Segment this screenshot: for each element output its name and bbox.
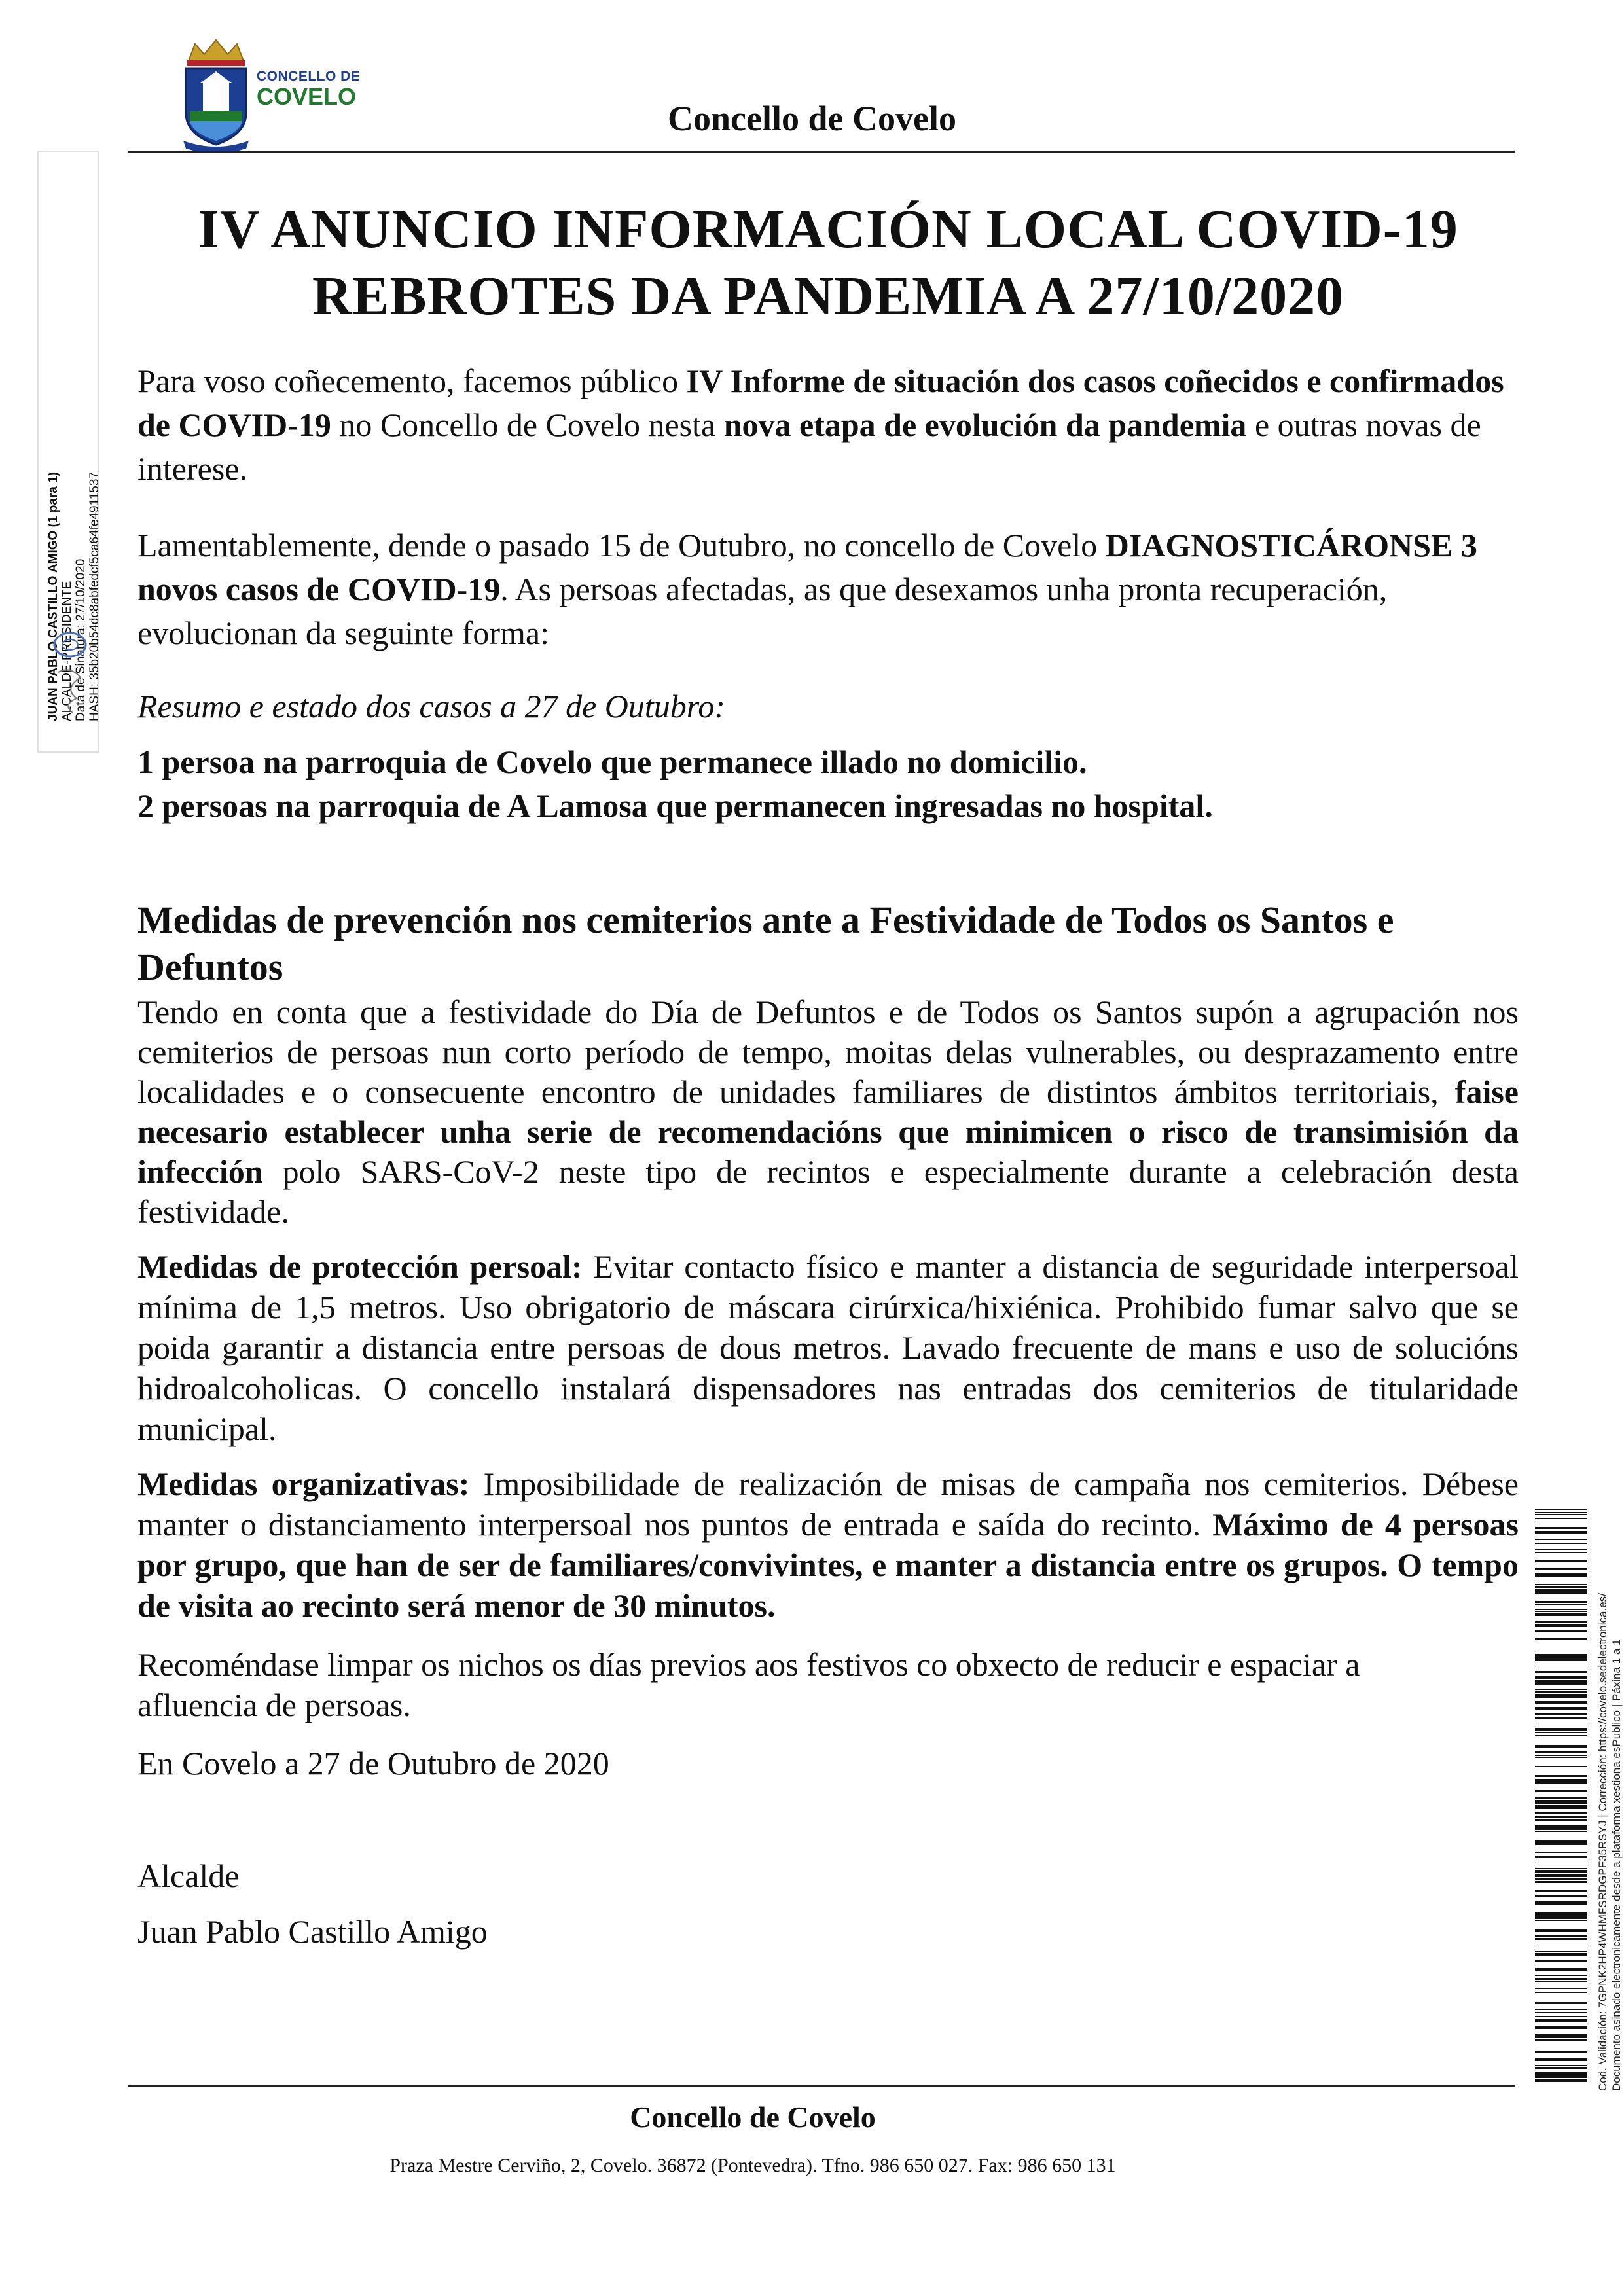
summary-list — [137, 740, 1519, 828]
summary-line-1: 1 persoa na parroquia de Covelo que permanece illado no domicilio. — [137, 744, 1087, 780]
validation-barcode-icon — [1535, 1509, 1587, 2091]
title-line-1: IV ANUNCIO INFORMACIÓN LOCAL COVID-19 — [198, 199, 1458, 260]
section-heading: Medidas de prevención nos cemiterios ante a Festividade de Todos os Santos e Defuntos — [137, 899, 1394, 988]
section-paragraph-2: Medidas de protección persoal: Evitar contacto físico e manter a distancia de seguridade interpersoal mínima de 1,5 metros. Uso obrigatorio de máscara cirúrxica/hixiénica. Prohibido fumar salvo que se poida garantir a distancia entre persoas de dous metros. Lavado frecuente de mans e uso de solucións hidroalcoholicas. O concello instalará dispensadores nas entradas dos cemiterios de titularidade municipal. — [137, 1248, 1519, 1447]
barcode-validation-text — [1596, 1593, 1623, 2091]
logo-text-line1: CONCELLO DE — [257, 69, 361, 84]
signature-role: ALCALDE-PRESIDENTE — [60, 581, 74, 721]
signature-seal-icon — [50, 626, 90, 718]
footer-name: Concello de Covelo — [630, 2100, 876, 2134]
cases-paragraph: Lamentablemente, dende o pasado 15 de Outubro, no concello de Covelo DIAGNOSTICÁRONSE 3 novos casos de COVID-19. As persoas afectadas, as que desexamos unha pronta recuperación, evolucionan da seguinte forma: — [137, 527, 1477, 651]
intro-paragraph: Para voso coñecemento, facemos público IV Informe de situación dos casos coñecidos e confirmados de COVID-19 no Concello de Covelo nesta nova etapa de evolución da pandemia e outras novas de interese. — [137, 363, 1504, 487]
section-paragraph-1: Tendo en conta que a festividade do Día de Defuntos e de Todos os Santos supón a agrupación nos cemiterios de persoas nun corto período de tempo, moitas delas vulnerables, ou desprazamento entre localidades e o consecuente encontro de unidades familiares de distintos ámbitos territoriais, faise necesario establecer unha serie de recomendacións que minimicen o risco de transimisión da infección polo SARS-CoV-2 neste tipo de recintos e especialmente durante a celebración desta festividade. — [137, 994, 1519, 1230]
signature-date: Data de Sinatura: 27/10/2020 — [74, 558, 88, 721]
signer-role: Alcalde — [137, 1857, 240, 1894]
barcode-text-line1: Cod. Validación: 7GPNK2HP4WHMFSRDGPF35RSYJ | Corrección: https://covelo.sedelectronica.es/ — [1597, 1593, 1609, 2091]
title-line-2: REBROTES DA PANDEMIA A 27/10/2020 — [312, 266, 1344, 327]
summary-heading: Resumo e estado dos casos a 27 de Outubro: — [137, 688, 726, 725]
footer-address: Praza Mestre Cerviño, 2, Covelo. 36872 (Pontevedra). Tfno. 986 650 027. Fax: 986 650 131 — [389, 2155, 1116, 2176]
header-divider — [128, 151, 1515, 153]
signature-stamp — [37, 151, 99, 753]
signature-hash: HASH: 35b20b54dc8abfedcf5ca64fe4911537 — [88, 471, 101, 721]
signer-name: Juan Pablo Castillo Amigo — [137, 1913, 488, 1950]
section-paragraph-3: Medidas organizativas: Imposibilidade de realización de misas de campaña nos cemiterios. Débese manter o distanciamento interpersoal nos puntos de entrada e saída do recinto. Máximo de 4 persoas por grupo, que han de ser de familiares/convivintes, e manter a distancia entre os grupos. O tempo de visita ao recinto será menor de 30 minutos. — [137, 1465, 1519, 1624]
summary-line-2: 2 persoas na parroquia de A Lamosa que permanecen ingresadas no hospital. — [137, 787, 1213, 824]
document-body — [137, 196, 1519, 1954]
signature-name: JUAN PABLO CASTILLO AMIGO (1 para 1) — [46, 471, 60, 721]
barcode-text-line2: Documento asinado electronicamente desde a plataforma xestiona esPublico | Páxina 1 a 1 — [1610, 1639, 1623, 2091]
document-title — [137, 196, 1519, 330]
footer-divider — [128, 2085, 1515, 2087]
recommendation-paragraph: Recoméndase limpar os nichos os días previos aos festivos co obxecto de reducir e espaciar a afluencia de persoas. — [137, 1646, 1360, 1723]
place-date: En Covelo a 27 de Outubro de 2020 — [137, 1745, 609, 1782]
logo-text-line2: COVELO — [257, 83, 357, 110]
header-title: Concello de Covelo — [668, 99, 956, 138]
